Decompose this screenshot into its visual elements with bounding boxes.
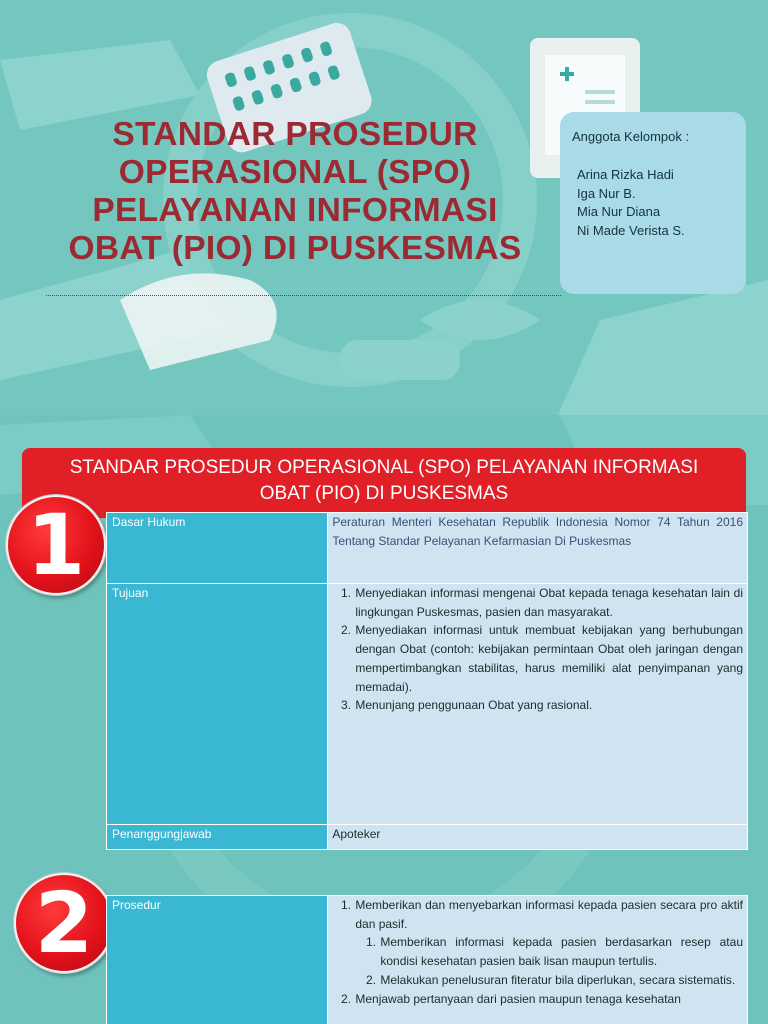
- table-row: [107, 825, 748, 850]
- title-slide: [0, 0, 768, 415]
- title-line: STANDAR PROSEDUR: [112, 116, 478, 153]
- row-value-prosedur: [328, 896, 748, 1024]
- dasar-hukum-text: Peraturan Menteri Kesehatan Republik Indonesia Nomor 74 Tahun 2016 Tentang Standar Pelayanan Kefarmasian Di Puskesmas: [332, 515, 743, 548]
- list-item: [354, 896, 743, 990]
- spo-title-line: OBAT (PIO) DI PUSKESMAS: [259, 483, 509, 504]
- spo-table-1: [106, 512, 748, 850]
- table-row: [107, 896, 748, 1024]
- members-heading: Anggota Kelompok :: [572, 129, 690, 144]
- spo-slide: [0, 415, 768, 1024]
- list-item: 2. Menyediakan informasi untuk membuat kebijakan yang berhubungan dengan Obat (contoh: kebijakan permintaan Obat oleh jaringan dengan mempertimbangkan stabilitas, harus memiliki alat penyimpanan yang memadai).: [354, 621, 743, 696]
- row-value-penanggungjawab: Apoteker: [328, 825, 748, 850]
- row-label-penanggungjawab: Penanggungjawab: [107, 825, 328, 850]
- member-name: Arina Rizka Hadi: [577, 167, 674, 182]
- row-label-prosedur: Prosedur: [107, 896, 328, 1024]
- title-divider: [46, 295, 561, 296]
- title-line: OPERASIONAL (SPO): [118, 154, 472, 191]
- list-item: 1. Memberikan informasi kepada pasien berdasarkan resep atau kondisi kesehatan pasien baik lisan maupun tertulis.: [379, 933, 743, 970]
- prosedur-step: Memberikan dan menyebarkan informasi kepada pasien secara pro aktif dan pasif.: [355, 898, 743, 931]
- row-label-tujuan: Tujuan: [107, 584, 328, 825]
- group-members-box: [560, 112, 746, 294]
- member-name: Mia Nur Diana: [577, 204, 661, 219]
- presentation-title: [40, 116, 550, 268]
- member-name: Iga Nur B.: [577, 185, 636, 201]
- tujuan-list: [332, 584, 743, 715]
- members-list: [577, 166, 685, 240]
- table-row: [107, 513, 748, 584]
- spo-title-line: STANDAR PROSEDUR OPERASIONAL (SPO) PELAYANAN INFORMASI: [69, 457, 699, 478]
- row-label-dasar-hukum: Dasar Hukum: [107, 513, 328, 584]
- list-item: 2. Melakukan penelusuran fiteratur bila diperlukan, secara sistematis.: [379, 971, 743, 990]
- member-name: Ni Made Verista S.: [577, 222, 685, 238]
- number-badge-2: 2: [14, 873, 114, 973]
- spo-table-2: [106, 895, 748, 1024]
- row-value-dasar-hukum: [328, 513, 748, 584]
- prosedur-list: [332, 896, 743, 1008]
- spo-title: [22, 455, 746, 507]
- title-line: PELAYANAN INFORMASI: [92, 192, 498, 229]
- number-badge-1: 1: [6, 495, 106, 595]
- list-item: 1. Menyediakan informasi mengenai Obat kepada tenaga kesehatan lain di lingkungan Puskesmas, pasien dan masyarakat.: [354, 584, 743, 621]
- list-item: 3. Menunjang penggunaan Obat yang rasional.: [354, 696, 743, 715]
- list-item: 2. Menjawab pertanyaan dari pasien maupun tenaga kesehatan: [354, 990, 743, 1009]
- row-value-tujuan: [328, 584, 748, 825]
- table-row: [107, 584, 748, 825]
- prosedur-sublist: [355, 933, 743, 989]
- title-line: OBAT (PIO) DI PUSKESMAS: [68, 230, 522, 267]
